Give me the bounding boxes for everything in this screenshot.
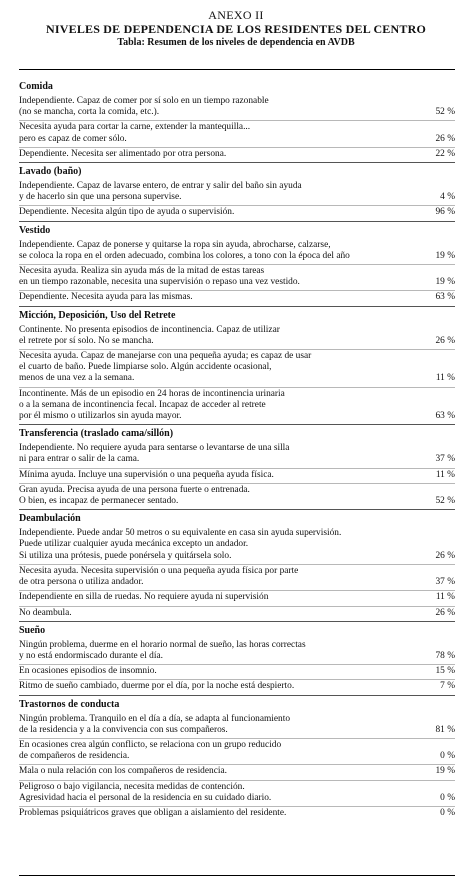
table-section xyxy=(19,221,455,306)
table-row xyxy=(19,120,455,146)
row-percentage: 0 % xyxy=(440,807,455,818)
table-row xyxy=(19,205,455,220)
table-row xyxy=(19,468,455,483)
row-description: Incontinente. Más de un episodio en 24 horas de incontinencia urinaria o a la semana de incontinencia fecal. Incapaz de acceder al retrete por él mismo o utilizarlos sin ayuda mayor. xyxy=(19,388,285,422)
row-percentage: 63 % xyxy=(435,411,455,422)
row-percentage: 19 % xyxy=(435,277,455,288)
table-row xyxy=(19,95,455,120)
table-row xyxy=(19,806,455,821)
section-title: Transferencia (traslado cama/sillón) xyxy=(19,428,174,440)
row-description: Gran ayuda. Precisa ayuda de una persona fuerte o entrenada. O bien, es incapaz de permanecer sentado. xyxy=(19,484,250,507)
row-description: Dependiente. Necesita algún tipo de ayuda o supervisión. xyxy=(19,207,235,218)
table-section xyxy=(19,695,455,822)
table-row xyxy=(19,590,455,605)
table-section xyxy=(19,78,455,162)
row-percentage: 52 % xyxy=(435,107,455,118)
row-percentage: 78 % xyxy=(435,650,455,661)
row-description: Independiente. Capaz de lavarse entero, de entrar y salir del baño sin ayuda y de hacerlo sin que una persona supervise. xyxy=(19,181,302,203)
row-description: Independiente. Capaz de comer por sí solo en un tiempo razonable (no se mancha, corta la comida, etc.). xyxy=(19,96,269,118)
row-percentage: 37 % xyxy=(435,454,455,465)
table-row xyxy=(19,264,455,290)
row-description: Necesita ayuda para cortar la carne, extender la mantequilla... pero es capaz de comer sólo. xyxy=(19,122,251,144)
table-section xyxy=(19,621,455,695)
row-percentage: 11 % xyxy=(435,469,455,480)
annex-label: ANEXO II xyxy=(208,8,264,22)
row-percentage: 63 % xyxy=(435,292,455,303)
row-description: Necesita ayuda. Necesita supervisión o una pequeña ayuda física por parte de otra persona o utiliza andador. xyxy=(19,565,299,588)
table-row xyxy=(19,387,455,425)
row-percentage: 52 % xyxy=(435,496,455,507)
row-description: Dependiente. Necesita ayuda para las mismas. xyxy=(19,292,193,303)
table-section xyxy=(19,162,455,221)
row-percentage: 26 % xyxy=(435,335,455,346)
row-description: Dependiente. Necesita ser alimentado por otra persona. xyxy=(19,148,227,159)
section-title: Deambulación xyxy=(19,513,81,525)
table-row xyxy=(19,349,455,387)
table-row xyxy=(19,442,455,467)
row-description: Continente. No presenta episodios de incontinencia. Capaz de utilizar el retrete por sí solo. No se mancha. xyxy=(19,324,280,346)
table-section xyxy=(19,509,455,620)
row-percentage: 19 % xyxy=(435,766,455,777)
row-description: Independiente. Capaz de ponerse y quitarse la ropa sin ayuda, abrocharse, calzarse, se coloca la ropa en el orden adecuado, combina los colores, a tono con la época del año xyxy=(19,239,350,261)
table-row xyxy=(19,764,455,779)
section-title: Lavado (baño) xyxy=(19,166,82,178)
document-header xyxy=(0,0,472,49)
document-title: NIVELES DE DEPENDENCIA DE LOS RESIDENTES DEL CENTRO xyxy=(46,22,426,36)
table-row xyxy=(19,483,455,509)
table-row xyxy=(19,290,455,305)
row-percentage: 96 % xyxy=(435,207,455,218)
table-row xyxy=(19,713,455,738)
row-percentage: 26 % xyxy=(435,550,455,561)
table-row xyxy=(19,606,455,621)
row-description: En ocasiones episodios de insomnio. xyxy=(19,666,157,677)
table-section xyxy=(19,424,455,509)
row-description: Peligroso o bajo vigilancia, necesita medidas de contención. Agresividad hacia el personal de la residencia en su cuidado diario. xyxy=(19,781,272,803)
row-description: Mínima ayuda. Incluye una supervisión o una pequeña ayuda física. xyxy=(19,469,274,480)
row-description: Ritmo de sueño cambiado, duerme por el día, por la noche está despierto. xyxy=(19,681,295,692)
top-rule xyxy=(19,69,455,70)
row-description: Problemas psiquiátricos graves que obligan a aislamiento del residente. xyxy=(19,807,287,818)
row-percentage: 0 % xyxy=(440,792,455,803)
row-description: Ningún problema, duerme en el horario normal de sueño, las horas correctas y no está endormiscado durante el día. xyxy=(19,639,306,661)
table-row xyxy=(19,180,455,205)
row-percentage: 37 % xyxy=(435,577,455,588)
table-row xyxy=(19,780,455,806)
row-percentage: 0 % xyxy=(440,751,455,762)
row-percentage: 81 % xyxy=(435,724,455,735)
table-row xyxy=(19,147,455,162)
table-row xyxy=(19,679,455,694)
table-row xyxy=(19,664,455,679)
row-percentage: 22 % xyxy=(435,148,455,159)
section-title: Sueño xyxy=(19,624,46,636)
table-row xyxy=(19,564,455,590)
row-percentage: 4 % xyxy=(440,192,455,203)
row-description: Ningún problema. Tranquilo en el día a día, se adapta al funcionamiento de la residencia y a la convivencia con sus compañeros. xyxy=(19,713,291,735)
table-row xyxy=(19,738,455,764)
row-percentage: 19 % xyxy=(435,250,455,261)
table-row xyxy=(19,527,455,564)
row-description: Independiente. Puede andar 50 metros o su equivalente en casa sin ayuda supervisión. Puede utilizar cualquier ayuda mecánica excepto un andador. Si utiliza una prótesis, puede ponérsela y quitársela solo. xyxy=(19,528,342,561)
row-description: Necesita ayuda. Realiza sin ayuda más de la mitad de estas tareas en un tiempo razonable, necesita una supervisión o repaso una vez vestido. xyxy=(19,266,300,288)
row-description: Independiente. No requiere ayuda para sentarse o levantarse de una silla ni para entrar o salir de la cama. xyxy=(19,443,290,465)
row-percentage: 15 % xyxy=(435,666,455,677)
table-section xyxy=(19,306,455,425)
row-percentage: 11 % xyxy=(435,373,455,384)
table-row xyxy=(19,639,455,664)
section-title: Micción, Deposición, Uso del Retrete xyxy=(19,309,176,321)
row-description: Necesita ayuda. Capaz de manejarse con una pequeña ayuda; es capaz de usar el cuarto de baño. Puede limpiarse solo. Algún accidente ocasional, menos de una vez a la semana. xyxy=(19,351,312,384)
row-description: Independiente en silla de ruedas. No requiere ayuda ni supervisión xyxy=(19,592,269,603)
row-description: En ocasiones crea algún conflicto, se relaciona con un grupo reducido de compañeros de residencia. xyxy=(19,739,282,762)
table-row xyxy=(19,324,455,349)
section-title: Vestido xyxy=(19,224,51,236)
dependency-table xyxy=(19,78,455,821)
section-title: Trastornos de conducta xyxy=(19,698,120,710)
table-row xyxy=(19,239,455,264)
row-description: Mala o nula relación con los compañeros de residencia. xyxy=(19,766,227,777)
row-percentage: 7 % xyxy=(440,681,455,692)
row-percentage: 11 % xyxy=(435,592,455,603)
row-description: No deambula. xyxy=(19,607,72,618)
row-percentage: 26 % xyxy=(435,607,455,618)
bottom-rule xyxy=(19,875,455,876)
row-percentage: 26 % xyxy=(435,133,455,144)
table-subtitle: Tabla: Resumen de los niveles de dependencia en AVDB xyxy=(117,37,355,48)
section-title: Comida xyxy=(19,81,53,92)
